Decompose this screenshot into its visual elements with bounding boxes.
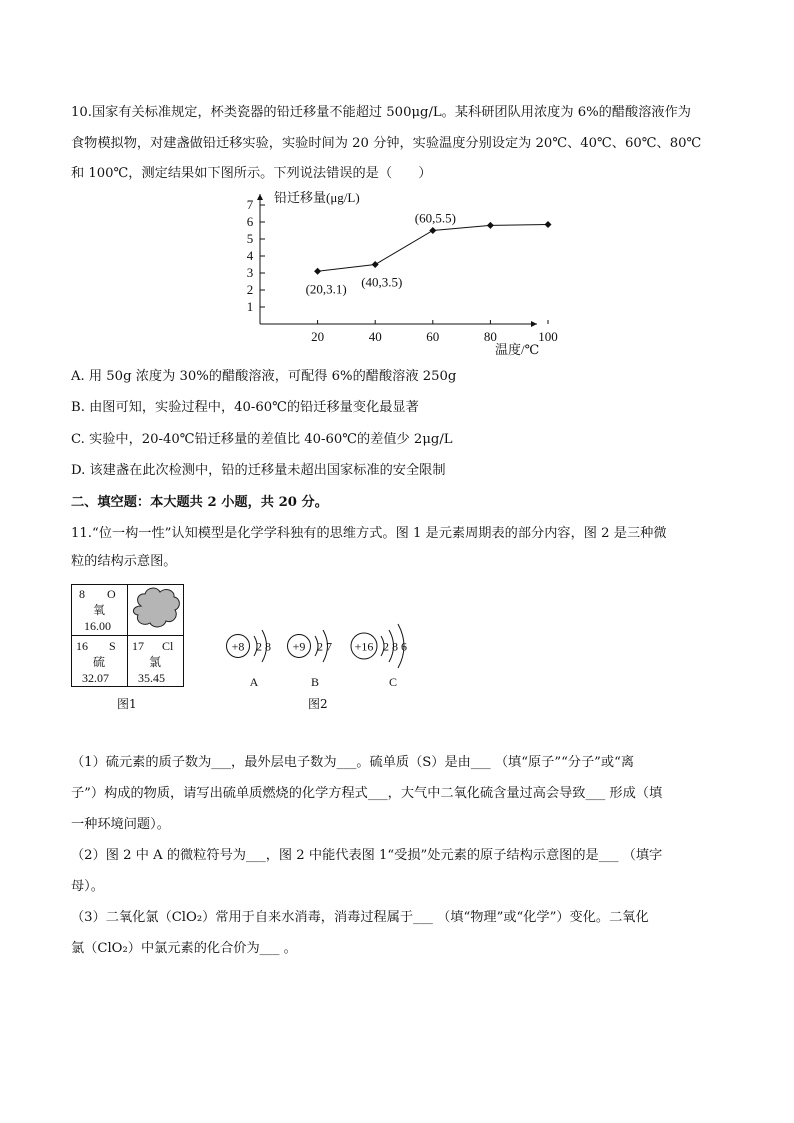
y-tick-label-4: 4 <box>246 248 254 263</box>
data-point-80 <box>487 222 494 229</box>
point-label-0: (20,3.1) <box>305 281 347 297</box>
point-label-2: (60,5.5) <box>414 210 456 226</box>
figure-1-caption: 图1 <box>117 697 137 711</box>
atom-a-diagram <box>227 630 272 689</box>
y-tick-label-7: 7 <box>246 197 254 212</box>
data-point-20 <box>314 268 321 275</box>
atom-c-electrons: 2 8 6 <box>383 639 407 654</box>
q11-part1-line1: （1）硫元素的质子数为___，最外层电子数为___。硫单质（S）是由___ （填“原子”“分子”或“离 <box>71 755 635 770</box>
o-symbol: O <box>107 587 116 601</box>
cl-name: 氯 <box>149 655 162 669</box>
s-name: 硫 <box>93 655 106 669</box>
s-symbol: S <box>109 639 116 653</box>
q10-line-2: 食物模拟物，对建盏做铅迁移实验，实验时间为 20 分钟，实验温度分别设定为 20℃、40℃、60℃、80℃ <box>71 136 702 151</box>
q11-part2-line1: （2）图 2 中 A 的微粒符号为___，图 2 中能代表图 1“受损”处元素的原子结构示意图的是___ （填字 <box>71 848 663 863</box>
periodic-table-fragment <box>71 584 187 688</box>
x-tick-label-100: 100 <box>538 329 558 344</box>
x-tick-label-80: 80 <box>483 329 497 344</box>
q10-option-a: A. 用 50g 浓度为 30%的醋酸溶液，可配得 6%的醋酸溶液 250g <box>71 369 457 384</box>
y-tick-label-5: 5 <box>246 231 254 246</box>
s-number: 16 <box>76 639 88 653</box>
q11-part1-line2: 子”）构成的物质，请写出硫单质燃烧的化学方程式___，大气中二氧化硫含量过高会导致___ 形成（填 <box>71 786 663 801</box>
q11-part3-line2: 氯（ClO₂）中氯元素的化合价为___ 。 <box>71 941 297 956</box>
x-tick-label-20: 20 <box>311 329 325 344</box>
x-tick-label-40: 40 <box>368 329 382 344</box>
data-point-60 <box>429 227 436 234</box>
data-point-40 <box>372 261 379 268</box>
atom-b-electrons: 2 7 <box>317 639 332 654</box>
atom-b-nucleus: +9 <box>292 639 306 654</box>
x-tick-label-60: 60 <box>426 329 440 344</box>
atom-b-diagram <box>288 630 333 689</box>
y-axis-label: 铅迁移量(μg/L) <box>274 190 360 205</box>
cl-symbol: Cl <box>162 639 174 653</box>
s-mass: 32.07 <box>82 671 109 685</box>
q10-option-d: D. 该建盏在此次检测中，铅的迁移量未超出国家标准的安全限制 <box>71 463 446 478</box>
damaged-cell-cloud <box>133 588 179 627</box>
figure-2-caption: 图2 <box>308 697 328 711</box>
atom-c-label: C <box>388 675 398 689</box>
atom-a-electrons: 2 8 <box>256 639 271 654</box>
y-tick-label-2: 2 <box>246 282 254 297</box>
y-tick-label-3: 3 <box>246 265 254 280</box>
atomic-structure-diagrams <box>218 612 428 692</box>
lead-migration-chart <box>230 188 560 360</box>
o-name: 氧 <box>93 603 106 617</box>
q10-option-b: B. 由图可知，实验过程中，40-60℃的铅迁移量变化最显著 <box>71 400 419 415</box>
y-tick-label-6: 6 <box>246 214 254 229</box>
x-axis-label: 温度/℃ <box>495 342 540 357</box>
atom-b-label: B <box>310 675 320 689</box>
point-label-1: (40,3.5) <box>361 274 403 290</box>
q11-line-2: 粒的结构示意图。 <box>71 554 177 569</box>
y-tick-label-1: 1 <box>246 299 254 314</box>
cl-number: 17 <box>132 639 144 653</box>
q10-option-c: C. 实验中，20-40℃铅迁移量的差值比 40-60℃的差值少 2μg/L <box>71 432 453 447</box>
q11-line-1: 11.“位一构一性”认知模型是化学学科独有的思维方式。图 1 是元素周期表的部分内容，图 2 是三种微 <box>71 526 667 541</box>
q10-line-3: 和 100℃，测定结果如下图所示。下列说法错误的是（ ） <box>71 166 432 181</box>
q11-part2-line2: 母）。 <box>71 879 104 894</box>
atom-a-nucleus: +8 <box>231 639 245 654</box>
data-point-100 <box>545 221 552 228</box>
o-number: 8 <box>79 587 85 601</box>
atom-a-label: A <box>249 675 259 689</box>
atom-c-nucleus: +16 <box>354 639 374 654</box>
q10-line-1: 10.国家有关标准规定，杯类瓷器的铅迁移量不能超过 500μg/L。某科研团队用浓度为 6%的醋酸溶液作为 <box>71 105 691 120</box>
section-2-heading: 二、填空题：本大题共 2 小题，共 20 分。 <box>71 495 328 510</box>
o-mass: 16.00 <box>84 619 111 633</box>
cl-mass: 35.45 <box>138 671 165 685</box>
atom-c-diagram <box>351 624 407 689</box>
q11-part1-line3: 一种环境问题）。 <box>71 817 170 832</box>
q11-part3-line1: （3）二氧化氯（ClO₂）常用于自来水消毒，消毒过程属于___ （填“物理”或“化学”）变化。二氧化 <box>71 910 649 925</box>
